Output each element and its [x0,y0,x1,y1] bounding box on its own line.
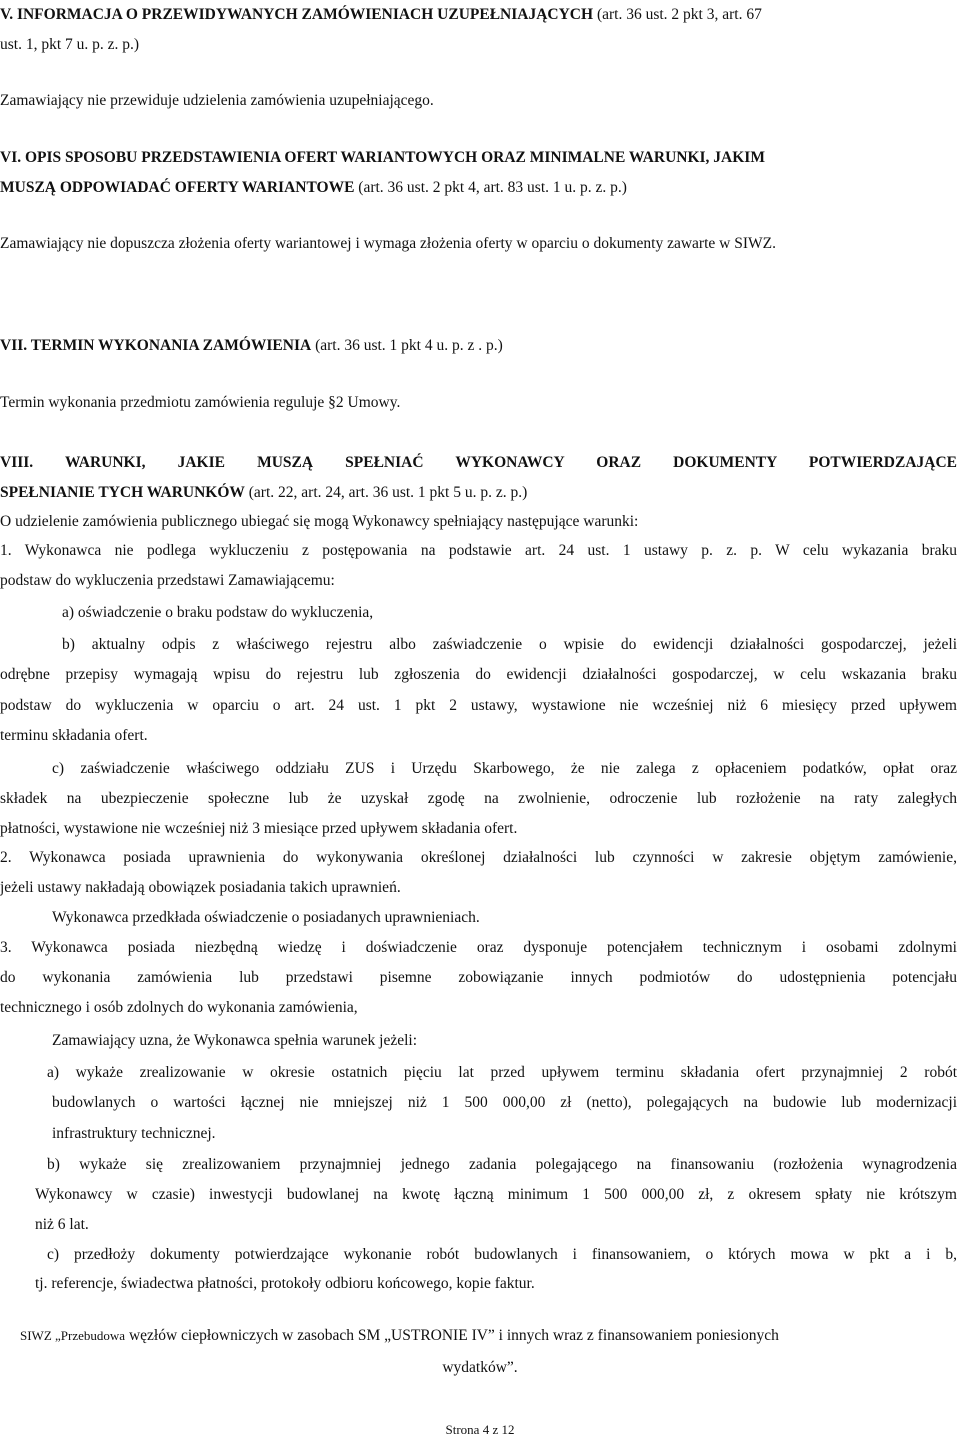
footer-title [20,1326,779,1346]
list-item: budowlanych o wartości łącznej nie mniejszej niż 1 500 000,00 zł (netto), polegających na budowie lub modernizacji [52,1094,957,1111]
list-item: c) zaświadczenie właściwego oddziału ZUS i Urzędu Skarbowego, że nie zalega z opłaceniem podatków, opłat oraz [52,760,957,777]
section-vi-heading: VI. OPIS SPOSOBU PRZEDSTAWIENIA OFERT WARIANTOWYCH ORAZ MINIMALNE WARUNKI, JAKIM [0,149,765,166]
paragraph-line: odrębne przepisy wymagają wpisu do rejestru lub zgłoszenia do ewidencji działalności gospodarczej, w celu wskazania braku [0,666,957,683]
section-vi-heading-line2 [0,178,627,198]
section-vii-text: Termin wykonania przedmiotu zamówienia reguluje §2 Umowy. [0,394,401,411]
section-v-text: Zamawiający nie przewiduje udzielenia zamówienia uzupełniającego. [0,92,434,109]
list-item: a) oświadczenie o braku podstaw do wykluczenia, [62,604,374,621]
list-item: a) wykaże zrealizowanie w okresie ostatnich pięciu lat przed upływem terminu składania ofert przynajmniej 2 robót [47,1064,957,1081]
section-viii-heading-line2 [0,483,527,503]
section-v-heading [0,5,762,25]
section-vii-heading-ref: (art. 36 ust. 1 pkt 4 u. p. z . p.) [311,337,503,354]
footer-siwz-label: SIWZ „Przebudowa [20,1328,126,1343]
list-item: infrastruktury technicznej. [52,1125,216,1142]
section-v-heading-title: V. INFORMACJA O PRZEWIDYWANYCH ZAMÓWIENIACH UZUPEŁNIAJĄCYCH [0,6,594,23]
list-item: c) przedłoży dokumenty potwierdzające wykonanie robót budowlanych i finansowaniem, o których mowa w pkt a i b, [47,1246,957,1263]
paragraph-line: 3. Wykonawca posiada niezbędną wiedzę i doświadczenie oraz dysponuje potencjałem technicznym i osobami zdolnymi [0,939,957,956]
paragraph-line: technicznego i osób zdolnych do wykonania zamówienia, [0,999,358,1016]
section-v-heading-ref: (art. 36 ust. 2 pkt 3, art. 67 [593,6,762,23]
section-vii-heading [0,336,503,356]
section-vi-text: Zamawiający nie dopuszcza złożenia oferty wariantowej i wymaga złożenia oferty w oparciu o dokumenty zawarte w SIWZ. [0,235,776,252]
footer-title-line2: wydatków”. [442,1359,518,1376]
paragraph-line: podstaw do wykluczenia w oparciu o art. 24 ust. 1 pkt 2 ustawy, wystawione nie wcześniej niż 6 miesięcy przed upływem [0,697,957,714]
section-viii-heading: VIII. WARUNKI, JAKIE MUSZĄ SPEŁNIAĆ WYKONAWCY ORAZ DOKUMENTY POTWIERDZAJĄCE [0,454,957,471]
paragraph-line: składek na ubezpieczenie społeczne lub że uzyskał zgodę na zwolnienie, odroczenie lub rozłożenie na raty zaległych [0,790,957,807]
list-item: b) wykaże się zrealizowaniem przynajmniej jednego zadania polegającego na finansowaniu (rozłożenia wynagrodzenia [47,1156,957,1173]
list-item: b) aktualny odpis z właściwego rejestru albo zaświadczenie o wpisie do ewidencji działalności gospodarczej, jeżeli [62,636,957,653]
paragraph-line: terminu składania ofert. [0,727,148,744]
paragraph-line: Zamawiający uzna, że Wykonawca spełnia warunek jeżeli: [52,1032,418,1049]
paragraph-line: O udzielenie zamówienia publicznego ubiegać się mogą Wykonawcy spełniający następujące warunki: [0,513,639,530]
list-item: niż 6 lat. [35,1216,89,1233]
paragraph-line: do wykonania zamówienia lub przedstawi pisemne zobowiązanie innych podmiotów do udostępnienia potencjału [0,969,957,986]
list-item: tj. referencje, świadectwa płatności, protokoły odbioru końcowego, kopie faktur. [35,1275,535,1292]
paragraph-line: Wykonawca przedkłada oświadczenie o posiadanych uprawnieniach. [52,909,480,926]
section-viii-heading-title: SPEŁNIANIE TYCH WARUNKÓW [0,484,245,501]
section-viii-heading-ref: (art. 22, art. 24, art. 36 ust. 1 pkt 5 u. p. z. p.) [244,484,528,501]
page-number: Strona 4 z 12 [445,1422,515,1437]
section-vi-heading-ref: (art. 36 ust. 2 pkt 4, art. 83 ust. 1 u. p. z. p.) [354,179,627,196]
list-item: Wykonawcy w czasie) inwestycji budowlanej na kwotę łączną minimum 1 500 000,00 zł, z okresem spłaty nie krótszym [35,1186,957,1203]
footer-title-line1: węzłów ciepłowniczych w zasobach SM „USTRONIE IV” i innych wraz z finansowaniem poniesionych [128,1327,779,1344]
paragraph-line: 2. Wykonawca posiada uprawnienia do wykonywania określonej działalności lub czynności w zakresie objętym zamówienie, [0,849,957,866]
section-v-heading-ref-line2: ust. 1, pkt 7 u. p. z. p.) [0,36,140,53]
section-vii-heading-title: VII. TERMIN WYKONANIA ZAMÓWIENIA [0,337,312,354]
paragraph-line: podstaw do wykluczenia przedstawi Zamawiającemu: [0,572,335,589]
section-vi-heading-title: MUSZĄ ODPOWIADAĆ OFERTY WARIANTOWE [0,179,355,196]
paragraph-line: 1. Wykonawca nie podlega wykluczeniu z postępowania na podstawie art. 24 ust. 1 ustawy p. z. p. W celu wykazania braku [0,542,957,559]
paragraph-line: płatności, wystawione nie wcześniej niż 3 miesiące przed upływem składania ofert. [0,820,518,837]
paragraph-line: jeżeli ustawy nakładają obowiązek posiadania takich uprawnień. [0,879,401,896]
